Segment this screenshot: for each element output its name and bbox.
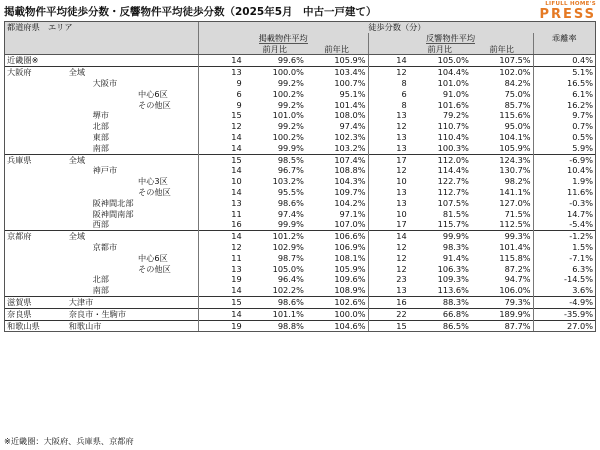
- cell-listing-mom: 102.2%: [272, 285, 304, 296]
- cell-listing-mom: 100.2%: [272, 88, 304, 99]
- cell-indent: [91, 264, 136, 275]
- cell-area: 和歌山市: [67, 320, 199, 332]
- cell-listing-minutes: 13: [198, 264, 243, 275]
- cell-response-yoy: 107.5%: [471, 55, 533, 67]
- cell-response-yoy: 141.1%: [499, 186, 531, 197]
- cell-listing-mom: 95.5%: [277, 186, 304, 197]
- cell-indent: [67, 285, 91, 296]
- cell-response-minutes: 13: [368, 285, 409, 296]
- table-row: [5, 231, 596, 242]
- cell-listing-mom: 101.0%: [272, 110, 304, 121]
- cell-listing-yoy: 108.9%: [334, 285, 366, 296]
- cell-response-yoy: 85.7%: [504, 99, 531, 110]
- cell-divergence: 16.2%: [533, 100, 595, 111]
- cell-listing-mom: 96.7%: [277, 165, 304, 176]
- cell-response-minutes: 12: [368, 121, 409, 132]
- cell-indent: [67, 264, 91, 275]
- cell-indent: [91, 176, 136, 187]
- cell-response-yoy: 189.9%: [471, 308, 533, 320]
- cell-divergence: 6.1%: [533, 89, 595, 100]
- table-row: [5, 110, 596, 121]
- cell-response-minutes: 10: [368, 209, 409, 220]
- brand-logo: [539, 1, 596, 21]
- walk-minutes-header: 徒歩分数（分）: [198, 22, 595, 33]
- cell-listing-minutes: 19: [198, 274, 243, 285]
- cell-response-mom: 91.4%: [442, 252, 469, 263]
- cell-response-mom: 101.0%: [437, 77, 469, 88]
- cell-listing-yoy: 107.0%: [334, 219, 366, 230]
- cell-listing-yoy: 109.6%: [334, 274, 366, 285]
- cell-subarea: その他区: [138, 186, 171, 197]
- cell-listing-minutes: 11: [198, 209, 243, 220]
- response-mom-header: 前月比: [409, 44, 471, 55]
- cell-response-mom: 91.0%: [442, 88, 469, 99]
- cell-listing-minutes: 14: [198, 308, 243, 320]
- cell-area: 神戸市: [92, 165, 118, 176]
- cell-response-yoy: 106.0%: [499, 285, 531, 296]
- table-row: [5, 219, 596, 230]
- cell-prefecture: [5, 187, 67, 198]
- listing-avg-header: 掲載物件平均: [258, 32, 308, 43]
- cell-indent: [67, 198, 91, 209]
- cell-response-minutes: 13: [368, 187, 409, 198]
- data-table: [4, 21, 596, 332]
- cell-prefecture: 近畿圏※: [5, 55, 67, 67]
- cell-response-mom: 113.6%: [437, 285, 469, 296]
- cell-divergence: 3.6%: [533, 285, 595, 296]
- cell-area: 全域: [67, 67, 199, 78]
- cell-listing-minutes: 12: [198, 242, 243, 253]
- cell-response-mom: 106.3%: [437, 263, 469, 274]
- cell-response-minutes: 15: [368, 320, 409, 332]
- cell-prefecture: [5, 274, 67, 285]
- cell-listing-yoy: 106.6%: [306, 231, 368, 242]
- cell-prefecture: [5, 242, 67, 253]
- cell-response-yoy: 104.1%: [499, 131, 531, 142]
- cell-response-minutes: 17: [368, 219, 409, 230]
- cell-prefecture: [5, 285, 67, 296]
- cell-listing-mom: 98.6%: [277, 197, 304, 208]
- cell-listing-minutes: 14: [198, 143, 243, 154]
- cell-listing-mom: 101.2%: [244, 231, 306, 242]
- table-row: [5, 67, 596, 78]
- listing-mom-header: 前月比: [244, 44, 306, 55]
- cell-subarea: 中心6区: [138, 252, 168, 263]
- cell-prefecture: [5, 198, 67, 209]
- cell-response-mom: 99.9%: [409, 231, 471, 242]
- cell-divergence: -7.1%: [533, 253, 595, 264]
- cell-response-yoy: 98.2%: [504, 176, 531, 187]
- cell-listing-yoy: 97.1%: [339, 208, 366, 219]
- cell-divergence: 5.1%: [533, 67, 595, 78]
- cell-prefecture: [5, 121, 67, 132]
- cell-prefecture: [5, 209, 67, 220]
- cell-prefecture: [5, 176, 67, 187]
- cell-response-yoy: 95.0%: [504, 121, 531, 132]
- cell-response-mom: 98.3%: [442, 241, 469, 252]
- cell-listing-minutes: 9: [198, 78, 243, 89]
- cell-divergence: 27.0%: [533, 320, 595, 332]
- cell-listing-yoy: 104.6%: [306, 320, 368, 332]
- cell-response-minutes: 17: [368, 154, 409, 165]
- cell-area: 北部: [92, 121, 109, 132]
- cell-listing-mom: 97.4%: [277, 208, 304, 219]
- cell-listing-mom: 99.2%: [277, 99, 304, 110]
- cell-prefecture: 大阪府: [5, 67, 67, 78]
- cell-indent: [67, 89, 91, 100]
- cell-listing-minutes: 14: [198, 231, 243, 242]
- cell-divergence: -5.4%: [533, 219, 595, 230]
- cell-listing-minutes: 15: [198, 110, 243, 121]
- cell-area: 南部: [92, 285, 109, 296]
- cell-listing-minutes: 10: [198, 176, 243, 187]
- table-row: [5, 176, 596, 187]
- page-title: 掲載物件平均徒歩分数・反響物件平均徒歩分数（2025年5月 中古一戸建て）: [4, 6, 377, 18]
- table-row: [5, 121, 596, 132]
- cell-listing-yoy: 102.6%: [306, 296, 368, 308]
- cell-listing-yoy: 109.7%: [334, 186, 366, 197]
- cell-subarea: 中心6区: [138, 88, 168, 99]
- cell-divergence: -0.3%: [533, 198, 595, 209]
- cell-listing-yoy: 108.8%: [334, 165, 366, 176]
- cell-divergence: 9.7%: [533, 110, 595, 121]
- cell-response-mom: 101.6%: [437, 99, 469, 110]
- cell-divergence: 0.5%: [533, 132, 595, 143]
- cell-area: 東部: [92, 131, 109, 142]
- cell-response-minutes: 12: [368, 253, 409, 264]
- cell-response-yoy: 115.6%: [499, 110, 531, 121]
- cell-listing-minutes: 16: [198, 219, 243, 230]
- cell-listing-minutes: 6: [198, 89, 243, 100]
- cell-response-yoy: 105.9%: [499, 142, 531, 153]
- cell-response-mom: 112.7%: [437, 186, 469, 197]
- cell-listing-yoy: 95.1%: [339, 88, 366, 99]
- cell-response-minutes: 12: [368, 165, 409, 176]
- cell-area: 阪神間南部: [92, 208, 134, 219]
- cell-prefecture: [5, 219, 67, 230]
- cell-indent: [67, 209, 91, 220]
- cell-divergence: 5.9%: [533, 143, 595, 154]
- cell-listing-minutes: 14: [198, 165, 243, 176]
- cell-prefecture: [5, 100, 67, 111]
- cell-response-minutes: 23: [368, 274, 409, 285]
- cell-response-yoy: 94.7%: [504, 274, 531, 285]
- cell-listing-mom: 98.7%: [277, 252, 304, 263]
- cell-divergence: 11.6%: [533, 187, 595, 198]
- cell-divergence: 1.5%: [533, 242, 595, 253]
- cell-indent: [67, 176, 91, 187]
- cell-response-mom: 105.0%: [409, 55, 471, 67]
- cell-indent: [67, 78, 91, 89]
- cell-subarea: その他区: [138, 99, 171, 110]
- cell-listing-mom: 105.0%: [272, 263, 304, 274]
- cell-response-yoy: 115.8%: [499, 252, 531, 263]
- cell-area: 南部: [92, 142, 109, 153]
- cell-divergence: 16.5%: [533, 78, 595, 89]
- cell-response-yoy: 75.0%: [504, 88, 531, 99]
- cell-listing-mom: 99.9%: [277, 219, 304, 230]
- cell-response-yoy: 124.3%: [471, 154, 533, 165]
- cell-indent: [91, 253, 136, 264]
- cell-response-mom: 81.5%: [442, 208, 469, 219]
- cell-response-mom: 109.3%: [437, 274, 469, 285]
- table-row: [5, 296, 596, 308]
- cell-response-minutes: 16: [368, 296, 409, 308]
- cell-listing-minutes: 13: [198, 67, 243, 78]
- cell-area: 大津市: [67, 296, 199, 308]
- cell-response-mom: 66.8%: [409, 308, 471, 320]
- table-row: [5, 308, 596, 320]
- cell-subarea: 中心3区: [138, 176, 168, 187]
- cell-prefecture: [5, 143, 67, 154]
- table-row: [5, 154, 596, 165]
- cell-indent: [91, 187, 136, 198]
- cell-prefecture: [5, 110, 67, 121]
- cell-listing-mom: 96.4%: [277, 274, 304, 285]
- cell-indent: [67, 100, 91, 111]
- cell-area: 堺市: [92, 110, 109, 121]
- cell-listing-mom: 99.6%: [244, 55, 306, 67]
- cell-response-minutes: 8: [368, 100, 409, 111]
- cell-response-yoy: 79.3%: [471, 296, 533, 308]
- cell-indent: [67, 132, 91, 143]
- cell-area: 京都市: [92, 241, 118, 252]
- cell-prefecture: 京都府: [5, 231, 67, 242]
- cell-indent: [67, 274, 91, 285]
- cell-response-yoy: 101.4%: [499, 241, 531, 252]
- footnote: ※近畿圏：大阪府、兵庫県、京都府: [4, 436, 134, 446]
- cell-listing-minutes: 19: [198, 320, 243, 332]
- cell-response-yoy: 84.2%: [504, 77, 531, 88]
- cell-area: 大阪市: [92, 77, 118, 88]
- cell-response-minutes: 13: [368, 132, 409, 143]
- cell-response-yoy: 99.3%: [471, 231, 533, 242]
- cell-area: [67, 55, 199, 67]
- cell-response-mom: 104.4%: [409, 67, 471, 78]
- cell-prefecture: [5, 78, 67, 89]
- cell-response-minutes: 10: [368, 176, 409, 187]
- cell-divergence: 6.3%: [533, 264, 595, 275]
- header-row-3: [5, 44, 596, 55]
- cell-response-yoy: 102.0%: [471, 67, 533, 78]
- cell-response-yoy: 112.5%: [499, 219, 531, 230]
- cell-prefecture: [5, 165, 67, 176]
- table-row: [5, 264, 596, 275]
- cell-listing-yoy: 103.4%: [306, 67, 368, 78]
- cell-listing-yoy: 101.4%: [334, 99, 366, 110]
- cell-prefecture: [5, 89, 67, 100]
- cell-listing-minutes: 11: [198, 253, 243, 264]
- cell-response-yoy: 87.7%: [471, 320, 533, 332]
- cell-listing-mom: 99.9%: [277, 142, 304, 153]
- cell-divergence: -6.9%: [533, 154, 595, 165]
- cell-prefecture: [5, 132, 67, 143]
- cell-listing-yoy: 108.0%: [334, 110, 366, 121]
- cell-response-mom: 107.5%: [437, 197, 469, 208]
- pref-area-header: 都道府県 エリア: [5, 22, 199, 33]
- cell-area: 全域: [67, 154, 199, 165]
- cell-listing-mom: 98.8%: [244, 320, 306, 332]
- cell-indent: [67, 219, 91, 230]
- cell-listing-yoy: 105.9%: [306, 55, 368, 67]
- cell-response-mom: 88.3%: [409, 296, 471, 308]
- cell-listing-minutes: 14: [198, 132, 243, 143]
- cell-listing-mom: 98.6%: [244, 296, 306, 308]
- cell-listing-mom: 98.5%: [244, 154, 306, 165]
- cell-response-minutes: 8: [368, 78, 409, 89]
- table-row: [5, 89, 596, 100]
- cell-prefecture: 奈良県: [5, 308, 67, 320]
- cell-response-minutes: 22: [368, 308, 409, 320]
- cell-listing-mom: 101.1%: [244, 308, 306, 320]
- cell-listing-minutes: 14: [198, 55, 243, 67]
- cell-response-minutes: 13: [368, 143, 409, 154]
- cell-listing-minutes: 14: [198, 187, 243, 198]
- cell-response-minutes: 13: [368, 110, 409, 121]
- cell-divergence: -1.2%: [533, 231, 595, 242]
- cell-response-yoy: 71.5%: [504, 208, 531, 219]
- cell-response-minutes: 12: [368, 242, 409, 253]
- cell-listing-yoy: 103.2%: [334, 142, 366, 153]
- cell-area: 西部: [92, 219, 109, 230]
- cell-divergence: 1.9%: [533, 176, 595, 187]
- cell-divergence: 14.7%: [533, 209, 595, 220]
- header-row-1: [5, 22, 596, 33]
- cell-response-minutes: 13: [368, 198, 409, 209]
- header-row-2: [5, 33, 596, 44]
- cell-response-mom: 79.2%: [442, 110, 469, 121]
- cell-divergence: 10.4%: [533, 165, 595, 176]
- table-row: [5, 320, 596, 332]
- cell-indent: [67, 165, 91, 176]
- header: [0, 0, 600, 21]
- cell-listing-yoy: 97.4%: [339, 121, 366, 132]
- cell-listing-yoy: 102.3%: [334, 131, 366, 142]
- divergence-header: 乖離率: [552, 32, 577, 43]
- cell-response-minutes: 12: [368, 67, 409, 78]
- cell-prefecture: [5, 253, 67, 264]
- cell-indent: [67, 187, 91, 198]
- cell-divergence: -4.9%: [533, 296, 595, 308]
- cell-response-mom: 110.4%: [437, 131, 469, 142]
- brand-main: PRESS: [539, 7, 596, 22]
- table-row: [5, 274, 596, 285]
- cell-listing-minutes: 14: [198, 285, 243, 296]
- table-row: [5, 187, 596, 198]
- cell-listing-mom: 99.2%: [277, 77, 304, 88]
- cell-area: 阪神間北部: [92, 197, 134, 208]
- table-row: [5, 209, 596, 220]
- cell-listing-yoy: 105.9%: [334, 263, 366, 274]
- cell-listing-minutes: 9: [198, 100, 243, 111]
- cell-response-mom: 100.3%: [437, 142, 469, 153]
- cell-listing-yoy: 107.4%: [306, 154, 368, 165]
- cell-divergence: 0.4%: [533, 55, 595, 67]
- response-avg-header: 反響物件平均: [425, 32, 476, 43]
- cell-response-mom: 114.4%: [437, 165, 469, 176]
- table-row: [5, 242, 596, 253]
- cell-listing-mom: 99.2%: [277, 121, 304, 132]
- cell-response-yoy: 130.7%: [499, 165, 531, 176]
- cell-indent: [67, 242, 91, 253]
- cell-response-minutes: 12: [368, 264, 409, 275]
- brand-sup: LIFULL HOME'S: [545, 1, 596, 7]
- cell-listing-minutes: 13: [198, 198, 243, 209]
- cell-listing-yoy: 104.2%: [334, 197, 366, 208]
- table-row: [5, 78, 596, 89]
- cell-area: 奈良市・生駒市: [67, 308, 199, 320]
- cell-divergence: -14.5%: [533, 274, 595, 285]
- cell-listing-minutes: 12: [198, 121, 243, 132]
- cell-listing-yoy: 108.1%: [334, 252, 366, 263]
- table-row: [5, 198, 596, 209]
- cell-listing-yoy: 104.3%: [334, 176, 366, 187]
- cell-prefecture: 和歌山県: [5, 320, 67, 332]
- cell-listing-mom: 103.2%: [272, 176, 304, 187]
- cell-indent: [91, 100, 136, 111]
- cell-response-mom: 115.7%: [437, 219, 469, 230]
- cell-listing-yoy: 106.9%: [334, 241, 366, 252]
- table-row: [5, 165, 596, 176]
- cell-divergence: 0.7%: [533, 121, 595, 132]
- cell-response-minutes: 14: [368, 55, 409, 67]
- table-row: [5, 100, 596, 111]
- cell-response-yoy: 87.2%: [504, 263, 531, 274]
- cell-prefecture: 兵庫県: [5, 154, 67, 165]
- table-row: [5, 285, 596, 296]
- cell-area: 北部: [92, 274, 109, 285]
- cell-listing-mom: 100.0%: [244, 67, 306, 78]
- table-row: [5, 143, 596, 154]
- cell-response-mom: 86.5%: [409, 320, 471, 332]
- cell-response-mom: 122.7%: [437, 176, 469, 187]
- cell-indent: [67, 121, 91, 132]
- cell-response-mom: 112.0%: [409, 154, 471, 165]
- cell-listing-yoy: 100.7%: [334, 77, 366, 88]
- cell-listing-minutes: 15: [198, 154, 243, 165]
- cell-listing-yoy: 100.0%: [306, 308, 368, 320]
- cell-prefecture: [5, 264, 67, 275]
- cell-indent: [67, 143, 91, 154]
- cell-subarea: その他区: [138, 263, 171, 274]
- table-row: [5, 132, 596, 143]
- cell-listing-minutes: 15: [198, 296, 243, 308]
- table-row: [5, 253, 596, 264]
- listing-yoy-header: 前年比: [306, 44, 368, 55]
- cell-response-mom: 110.7%: [437, 121, 469, 132]
- cell-response-minutes: 14: [368, 231, 409, 242]
- cell-listing-mom: 100.2%: [272, 131, 304, 142]
- cell-indent: [67, 253, 91, 264]
- cell-listing-mom: 102.9%: [272, 241, 304, 252]
- cell-prefecture: 滋賀県: [5, 296, 67, 308]
- cell-indent: [67, 110, 91, 121]
- cell-response-yoy: 127.0%: [499, 197, 531, 208]
- table-row: [5, 55, 596, 67]
- cell-divergence: -35.9%: [533, 308, 595, 320]
- cell-area: 全域: [67, 231, 199, 242]
- cell-response-minutes: 6: [368, 89, 409, 100]
- response-yoy-header: 前年比: [471, 44, 533, 55]
- cell-indent: [91, 89, 136, 100]
